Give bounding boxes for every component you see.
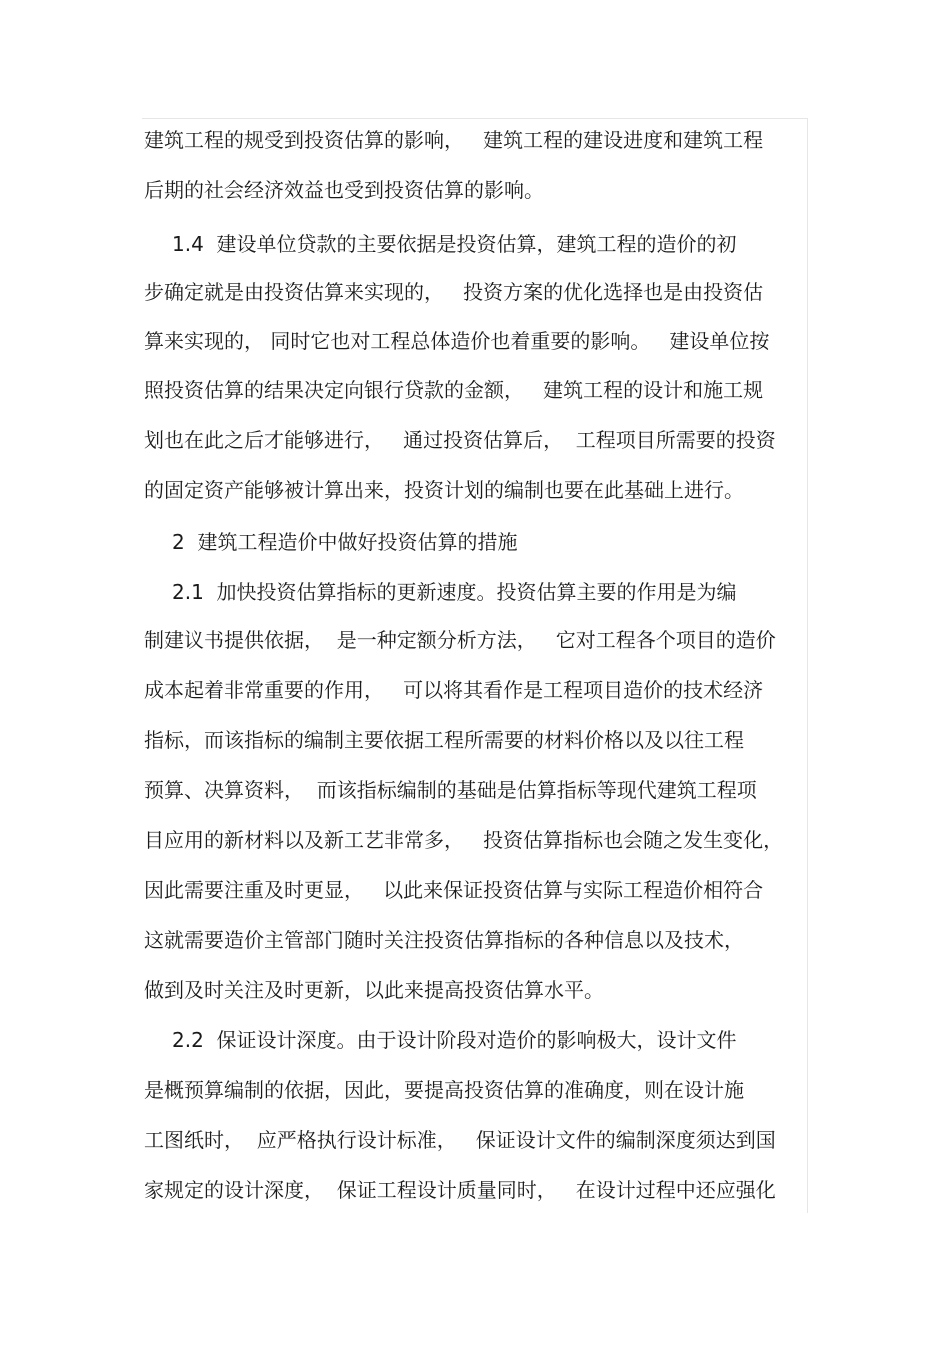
- text-line: 的固定资产能够被计算出来，投资计划的编制也要在此基础上进行。: [144, 478, 744, 502]
- text-line: 是概预算编制的依据，因此，要提高投资估算的准确度，则在设计施: [144, 1078, 744, 1102]
- text-line: 成本起着非常重要的作用， 可以将其看作是工程项目造价的技术经济: [144, 678, 764, 702]
- text-line: 目应用的新材料以及新工艺非常多， 投资估算指标也会随之发生变化，: [144, 828, 784, 852]
- text-line: 步确定就是由投资估算来实现的， 投资方案的优化选择也是由投资估: [144, 280, 764, 304]
- text-line: 划也在此之后才能够进行， 通过投资估算后， 工程项目所需要的投资: [144, 428, 776, 452]
- text-line: 做到及时关注及时更新，以此来提高投资估算水平。: [144, 978, 604, 1002]
- text-line: 工图纸时， 应严格执行设计标准， 保证设计文件的编制深度须达到国: [144, 1128, 776, 1152]
- text-line: 家规定的设计深度， 保证工程设计质量同时， 在设计过程中还应强化: [144, 1178, 776, 1202]
- text-line: 建筑工程的规受到投资估算的影响， 建筑工程的建设进度和建筑工程: [144, 128, 764, 152]
- text-line: 指标，而该指标的编制主要依据工程所需要的材料价格以及以往工程: [144, 728, 744, 752]
- text-line: 因此需要注重及时更显， 以此来保证投资估算与实际工程造价相符合: [144, 878, 764, 902]
- section-heading: 2 建筑工程造价中做好投资估算的措施: [172, 530, 518, 554]
- text-line: 这就需要造价主管部门随时关注投资估算指标的各种信息以及技术，: [144, 928, 744, 952]
- text-line: 1.4 建设单位贷款的主要依据是投资估算，建筑工程的造价的初: [172, 232, 737, 256]
- text-line: 照投资估算的结果决定向银行贷款的金额， 建筑工程的设计和施工规: [144, 378, 764, 402]
- text-line: 后期的社会经济效益也受到投资估算的影响。: [144, 178, 544, 202]
- text-line: 预算、决算资料， 而该指标编制的基础是估算指标等现代建筑工程项: [144, 778, 757, 802]
- text-line: 算来实现的， 同时它也对工程总体造价也着重要的影响。 建设单位按: [144, 329, 770, 353]
- text-line: 2.1 加快投资估算指标的更新速度。投资估算主要的作用是为编: [172, 580, 737, 604]
- text-line: 制建议书提供依据， 是一种定额分析方法， 它对工程各个项目的造价: [144, 628, 776, 652]
- text-line: 2.2 保证设计深度。由于设计阶段对造价的影响极大，设计文件: [172, 1028, 737, 1052]
